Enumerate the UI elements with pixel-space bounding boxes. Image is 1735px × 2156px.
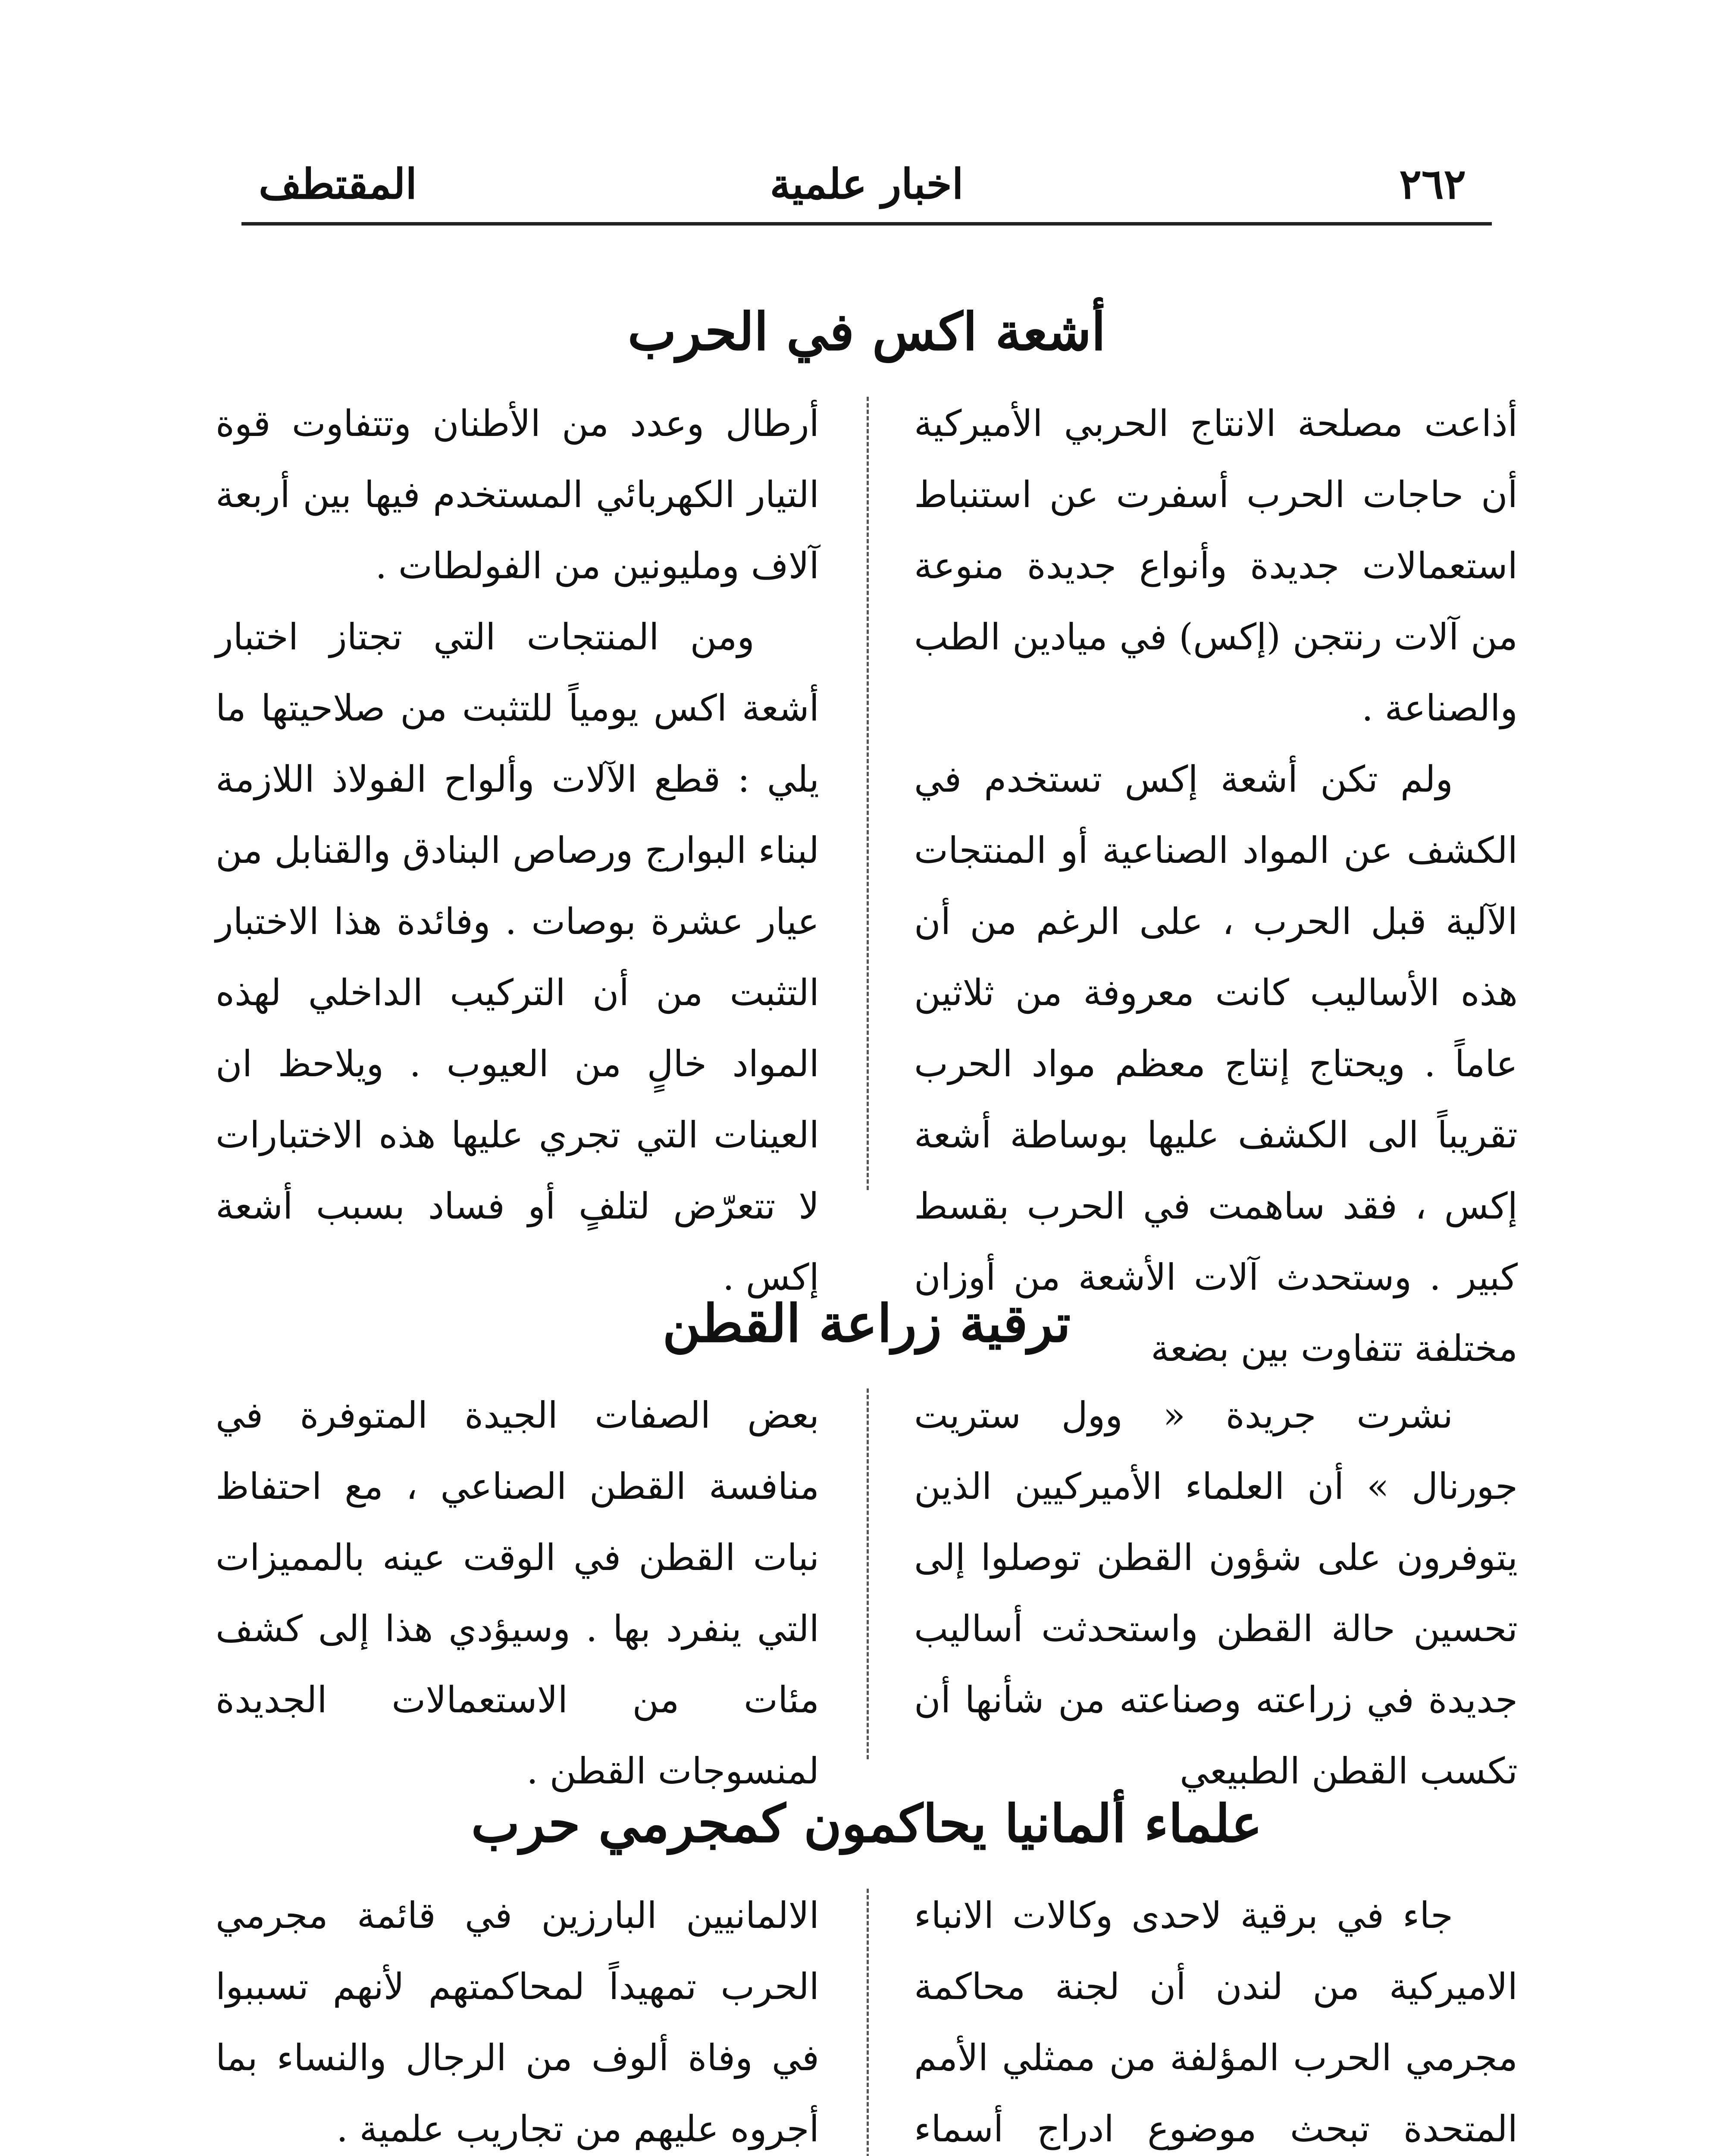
paragraph: بعض الصفات الجيدة المتوفرة في منافسة القطن الصناعي ، مع احتفاظ نبات القطن في الوقت عينه بالمميزات التي ينفرد بها . وسيؤدي هذا إلى كشف مئات من الاستعمالات الجديدة لمنسوجات القطن . [216, 1394, 819, 1792]
article-columns [216, 1880, 1518, 2156]
article-columns [216, 1380, 1518, 1792]
left-column [216, 388, 819, 1313]
paragraph: ومن المنتجات التي تجتاز اختبار أشعة اكس يومياً للتثبت من صلاحيتها ما يلي : قطع الآلات وألواح الفولاذ اللازمة لبناء البوارج ورصاص البنادق والقنابل من عيار عشرة بوصات . وفائدة هذا الاختبار التثبت من أن التركيب الداخلي لهذه المواد خالٍ من العيوب . ويلاحظ ان العينات التي تجري عليها هذه الاختبارات لا تتعرّض لتلفٍ أو فساد بسبب أشعة إكس . [216, 616, 819, 1298]
article-title: أشعة اكس في الحرب [627, 301, 1106, 362]
paragraph: أرطال وعدد من الأطنان وتتفاوت قوة التيار الكهربائي المستخدم فيها بين أربعة آلاف ومليونين من الفولطات . [216, 402, 819, 587]
article-german-scientists [216, 1785, 1518, 2156]
paragraph: جاء في برقية لاحدى وكالات الانباء الاميركية من لندن أن لجنة محاكمة مجرمي الحرب المؤلفة من ممثلي الأمم المتحدة تبحث موضوع ادراج أسماء [914, 1894, 1518, 2150]
right-column [914, 388, 1518, 1384]
paragraph: ولم تكن أشعة إكس تستخدم في الكشف عن المواد الصناعية أو المنتجات الآلية قبل الحرب ، على الرغم من أن هذه الأساليب كانت معروفة من ثلاثين عاماً . ويحتاج إنتاج معظم مواد الحرب تقريباً الى الكشف عليها بوساطة أشعة إكس ، فقد ساهمت في الحرب بقسط كبير . وستحدث آلات الأشعة من أوزان مختلفة تتفاوت بين بضعة [914, 758, 1518, 1369]
column-divider [867, 397, 869, 1190]
right-column [914, 1380, 1518, 1807]
paragraph: نشرت جريدة « وول ستريت جورنال » أن العلماء الأميركيين الذين يتوفرون على شؤون القطن توصلوا إلى تحسين حالة القطن واستحدثت أساليب جديدة في زراعته وصناعته من شأنها أن تكسب القطن الطبيعي [914, 1394, 1518, 1792]
article-title: علماء ألمانيا يحاكمون كمجرمي حرب [471, 1793, 1262, 1854]
column-divider [867, 1889, 869, 2156]
article-title: ترقية زراعة القطن [662, 1293, 1071, 1354]
right-column [914, 1880, 1518, 2156]
column-divider [867, 1388, 869, 1759]
paragraph: الالمانيين البارزين في قائمة مجرمي الحرب تمهيداً لمحاكمتهم لأنهم تسببوا في وفاة ألوف من الرجال والنساء بما أجروه عليهم من تجاريب علمية . [216, 1894, 819, 2150]
article-cotton-cultivation [216, 1285, 1518, 1792]
running-section-title: اخبار علمية [770, 160, 964, 208]
page-number: ٢٦٢ [1399, 160, 1466, 208]
left-column [216, 1880, 819, 2156]
magazine-name: المقتطف [259, 160, 417, 208]
left-column [216, 1380, 819, 1807]
page-header [241, 142, 1492, 224]
header-rule [241, 222, 1492, 226]
paragraph: أذاعت مصلحة الانتاج الحربي الأميركية أن حاجات الحرب أسفرت عن استنباط استعمالات جديدة وأنواع جديدة منوعة من آلات رنتجن (إكس) في ميادين الطب والصناعة . [914, 402, 1518, 729]
